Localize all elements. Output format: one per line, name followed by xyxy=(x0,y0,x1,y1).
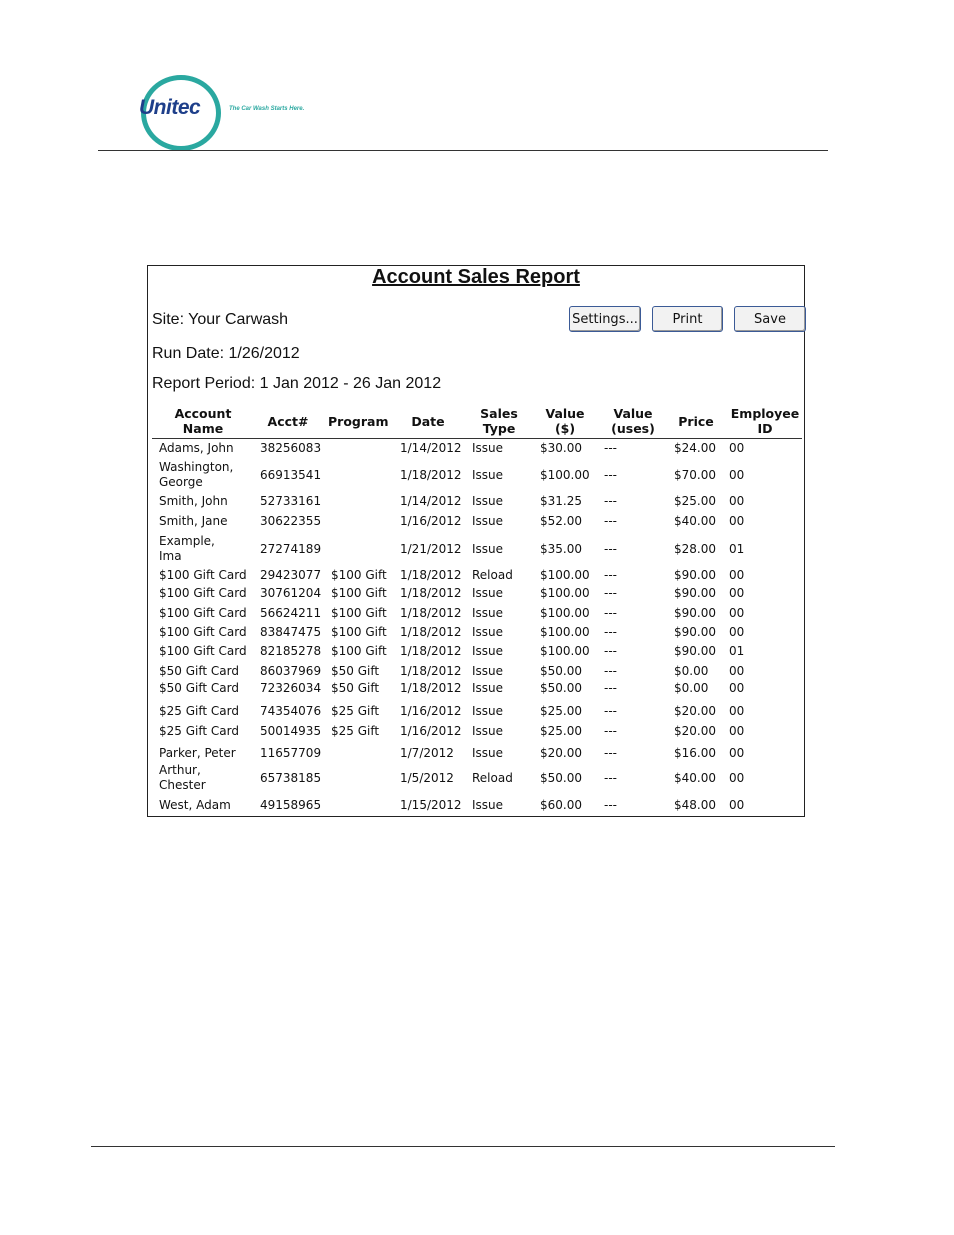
cell-emp: 00 xyxy=(729,664,745,678)
cell-program: $100 Gift xyxy=(331,606,387,620)
cell-emp: 00 xyxy=(729,625,745,639)
cell-price: $48.00 xyxy=(674,798,716,812)
account-name-line: Arthur, xyxy=(159,763,201,777)
cell-program: $50 Gift xyxy=(331,681,380,695)
cell-price: $16.00 xyxy=(674,746,716,760)
cell-emp: 01 xyxy=(729,644,745,658)
cell-price: $20.00 xyxy=(674,724,716,738)
report-period-label: Report Period: 1 Jan 2012 - 26 Jan 2012 xyxy=(152,375,442,392)
cell-type: Issue xyxy=(472,644,504,658)
cell-type: Issue xyxy=(472,494,504,508)
cell-price: $70.00 xyxy=(674,468,716,482)
cell-date: 1/21/2012 xyxy=(400,542,462,556)
col-header-employee-id-line2: ID xyxy=(757,421,773,436)
cell-program: $25 Gift xyxy=(331,704,380,718)
cell-value: $30.00 xyxy=(540,441,582,455)
cell-acct: 11657709 xyxy=(260,746,322,760)
col-header-sales-type-line1: Sales xyxy=(480,406,518,421)
cell-uses: --- xyxy=(604,771,617,785)
cell-name xyxy=(159,724,239,739)
cell-price: $90.00 xyxy=(674,625,716,639)
cell-name xyxy=(159,746,236,761)
cell-name xyxy=(159,494,228,509)
cell-value: $25.00 xyxy=(540,704,582,718)
cell-uses: --- xyxy=(604,586,617,600)
footer-rule xyxy=(91,1146,835,1147)
cell-name xyxy=(159,514,227,529)
cell-acct: 83847475 xyxy=(260,625,322,639)
cell-uses: --- xyxy=(604,644,617,658)
cell-emp: 00 xyxy=(729,746,745,760)
cell-type: Reload xyxy=(472,771,513,785)
col-header-employee-id[interactable] xyxy=(730,406,800,436)
cell-date: 1/16/2012 xyxy=(400,704,462,718)
header-divider xyxy=(152,438,802,439)
cell-type: Issue xyxy=(472,514,504,528)
run-date-label: Run Date: 1/26/2012 xyxy=(152,345,300,362)
cell-acct: 30761204 xyxy=(260,586,322,600)
cell-price: $20.00 xyxy=(674,704,716,718)
cell-price: $40.00 xyxy=(674,514,716,528)
print-button[interactable]: Print xyxy=(652,306,723,332)
account-sales-report xyxy=(147,265,805,817)
cell-emp: 01 xyxy=(729,542,745,556)
cell-acct: 65738185 xyxy=(260,771,322,785)
col-header-employee-id-line1: Employee xyxy=(730,406,800,421)
cell-price: $0.00 xyxy=(674,681,709,695)
cell-acct: 72326034 xyxy=(260,681,322,695)
cell-value: $31.25 xyxy=(540,494,582,508)
account-name-line: Smith, Jane xyxy=(159,514,228,528)
account-name-line: Washington, xyxy=(159,460,234,474)
cell-emp: 00 xyxy=(729,681,745,695)
cell-emp: 00 xyxy=(729,606,745,620)
account-name-line: Ima xyxy=(159,549,182,563)
logo-tagline: The Car Wash Starts Here. xyxy=(229,106,305,112)
cell-price: $90.00 xyxy=(674,606,716,620)
cell-type: Issue xyxy=(472,625,504,639)
cell-emp: 00 xyxy=(729,514,745,528)
account-name-line: $100 Gift Card xyxy=(159,625,247,639)
cell-price: $24.00 xyxy=(674,441,716,455)
col-header-price[interactable]: Price xyxy=(678,414,714,429)
cell-uses: --- xyxy=(604,468,617,482)
col-header-sales-type[interactable] xyxy=(474,406,524,436)
cell-uses: --- xyxy=(604,664,617,678)
cell-date: 1/14/2012 xyxy=(400,494,462,508)
cell-emp: 00 xyxy=(729,771,745,785)
unitec-logo xyxy=(139,74,221,148)
cell-date: 1/18/2012 xyxy=(400,625,462,639)
cell-date: 1/14/2012 xyxy=(400,441,462,455)
cell-date: 1/18/2012 xyxy=(400,586,462,600)
col-header-value-line2: ($) xyxy=(554,421,576,436)
cell-uses: --- xyxy=(604,441,617,455)
cell-type: Issue xyxy=(472,468,504,482)
cell-name xyxy=(159,763,206,793)
account-name-line: Example, xyxy=(159,534,215,548)
cell-date: 1/15/2012 xyxy=(400,798,462,812)
col-header-value[interactable] xyxy=(541,406,589,436)
cell-acct: 50014935 xyxy=(260,724,322,738)
cell-acct: 66913541 xyxy=(260,468,322,482)
cell-value: $100.00 xyxy=(540,644,590,658)
cell-value: $25.00 xyxy=(540,724,582,738)
cell-name xyxy=(159,568,247,583)
cell-price: $25.00 xyxy=(674,494,716,508)
save-button[interactable]: Save xyxy=(734,306,806,332)
cell-value: $100.00 xyxy=(540,606,590,620)
cell-program: $50 Gift xyxy=(331,664,380,678)
cell-program: $100 Gift xyxy=(331,644,387,658)
cell-date: 1/18/2012 xyxy=(400,568,462,582)
account-name-line: $25 Gift Card xyxy=(159,704,239,718)
account-name-line: Adams, John xyxy=(159,441,234,455)
header-rule xyxy=(98,150,828,151)
cell-uses: --- xyxy=(604,625,617,639)
logo-brand: Unitec xyxy=(139,96,201,119)
col-header-sales-type-line2: Type xyxy=(482,421,516,436)
cell-name xyxy=(159,441,234,456)
cell-date: 1/5/2012 xyxy=(400,771,454,785)
cell-uses: --- xyxy=(604,704,617,718)
account-name-line: George xyxy=(159,475,203,489)
cell-uses: --- xyxy=(604,746,617,760)
cell-name xyxy=(159,586,247,601)
account-name-line: $50 Gift Card xyxy=(159,681,239,695)
cell-acct: 30622355 xyxy=(260,514,322,528)
cell-value: $20.00 xyxy=(540,746,582,760)
cell-emp: 00 xyxy=(729,468,745,482)
cell-price: $90.00 xyxy=(674,568,716,582)
account-name-line: $100 Gift Card xyxy=(159,644,247,658)
cell-emp: 00 xyxy=(729,494,745,508)
cell-name xyxy=(159,681,239,696)
report-title: Account Sales Report xyxy=(372,266,580,288)
cell-value: $60.00 xyxy=(540,798,582,812)
cell-price: $90.00 xyxy=(674,644,716,658)
cell-uses: --- xyxy=(604,681,617,695)
col-header-program[interactable]: Program xyxy=(328,414,389,429)
account-name-line: $100 Gift Card xyxy=(159,568,247,582)
cell-program: $25 Gift xyxy=(331,724,380,738)
cell-acct: 74354076 xyxy=(260,704,322,718)
cell-acct: 52733161 xyxy=(260,494,322,508)
cell-acct: 27274189 xyxy=(260,542,322,556)
cell-date: 1/18/2012 xyxy=(400,664,462,678)
cell-date: 1/18/2012 xyxy=(400,468,462,482)
cell-value: $35.00 xyxy=(540,542,582,556)
col-header-account-name-line1: Account xyxy=(174,406,232,421)
cell-type: Issue xyxy=(472,746,504,760)
col-header-account-name-line2: Name xyxy=(182,421,224,436)
cell-date: 1/18/2012 xyxy=(400,681,462,695)
cell-name xyxy=(159,460,233,490)
cell-emp: 00 xyxy=(729,586,745,600)
cell-type: Issue xyxy=(472,586,504,600)
cell-date: 1/18/2012 xyxy=(400,644,462,658)
cell-price: $40.00 xyxy=(674,771,716,785)
cell-value: $50.00 xyxy=(540,771,582,785)
cell-emp: 00 xyxy=(729,441,745,455)
cell-program: $100 Gift xyxy=(331,568,387,582)
col-header-account-name[interactable] xyxy=(168,406,238,436)
cell-name xyxy=(159,534,215,564)
cell-price: $28.00 xyxy=(674,542,716,556)
cell-acct: 38256083 xyxy=(260,441,322,455)
cell-price: $0.00 xyxy=(674,664,709,678)
cell-name xyxy=(159,664,239,679)
account-name-line: $50 Gift Card xyxy=(159,664,239,678)
cell-name xyxy=(159,798,231,813)
cell-type: Reload xyxy=(472,568,513,582)
cell-value: $100.00 xyxy=(540,468,590,482)
cell-emp: 00 xyxy=(729,724,745,738)
cell-emp: 00 xyxy=(729,798,745,812)
col-header-acct[interactable]: Acct# xyxy=(267,414,309,429)
cell-name xyxy=(159,625,247,640)
cell-uses: --- xyxy=(604,494,617,508)
account-name-line: $100 Gift Card xyxy=(159,606,247,620)
cell-uses: --- xyxy=(604,724,617,738)
col-header-value-uses[interactable] xyxy=(608,406,658,436)
cell-name xyxy=(159,644,247,659)
cell-uses: --- xyxy=(604,606,617,620)
cell-type: Issue xyxy=(472,606,504,620)
cell-value: $50.00 xyxy=(540,664,582,678)
cell-program: $100 Gift xyxy=(331,586,387,600)
account-name-line: Smith, John xyxy=(159,494,228,508)
cell-value: $52.00 xyxy=(540,514,582,528)
cell-uses: --- xyxy=(604,798,617,812)
account-name-line: West, Adam xyxy=(159,798,231,812)
cell-acct: 29423077 xyxy=(260,568,322,582)
cell-type: Issue xyxy=(472,798,504,812)
cell-name xyxy=(159,606,247,621)
cell-name xyxy=(159,704,239,719)
cell-price: $90.00 xyxy=(674,586,716,600)
cell-value: $50.00 xyxy=(540,681,582,695)
site-label: Site: Your Carwash xyxy=(152,311,289,328)
cell-emp: 00 xyxy=(729,568,745,582)
cell-acct: 49158965 xyxy=(260,798,322,812)
cell-type: Issue xyxy=(472,681,504,695)
cell-type: Issue xyxy=(472,724,504,738)
cell-type: Issue xyxy=(472,664,504,678)
col-header-value-uses-line1: Value xyxy=(613,406,653,421)
cell-emp: 00 xyxy=(729,704,745,718)
cell-type: Issue xyxy=(472,542,504,556)
cell-date: 1/7/2012 xyxy=(400,746,454,760)
cell-acct: 56624211 xyxy=(260,606,322,620)
account-name-line: Parker, Peter xyxy=(159,746,236,760)
settings-button[interactable]: Settings... xyxy=(569,306,641,332)
cell-date: 1/16/2012 xyxy=(400,514,462,528)
cell-date: 1/18/2012 xyxy=(400,606,462,620)
account-name-line: Chester xyxy=(159,778,206,792)
account-name-line: $100 Gift Card xyxy=(159,586,247,600)
col-header-date[interactable]: Date xyxy=(411,414,445,429)
cell-type: Issue xyxy=(472,441,504,455)
col-header-value-uses-line2: (uses) xyxy=(611,421,655,436)
col-header-value-line1: Value xyxy=(545,406,585,421)
cell-value: $100.00 xyxy=(540,625,590,639)
cell-uses: --- xyxy=(604,514,617,528)
cell-acct: 82185278 xyxy=(260,644,322,658)
cell-uses: --- xyxy=(604,542,617,556)
cell-uses: --- xyxy=(604,568,617,582)
cell-acct: 86037969 xyxy=(260,664,322,678)
cell-program: $100 Gift xyxy=(331,625,387,639)
cell-type: Issue xyxy=(472,704,504,718)
cell-value: $100.00 xyxy=(540,586,590,600)
account-name-line: $25 Gift Card xyxy=(159,724,239,738)
cell-value: $100.00 xyxy=(540,568,590,582)
cell-date: 1/16/2012 xyxy=(400,724,462,738)
